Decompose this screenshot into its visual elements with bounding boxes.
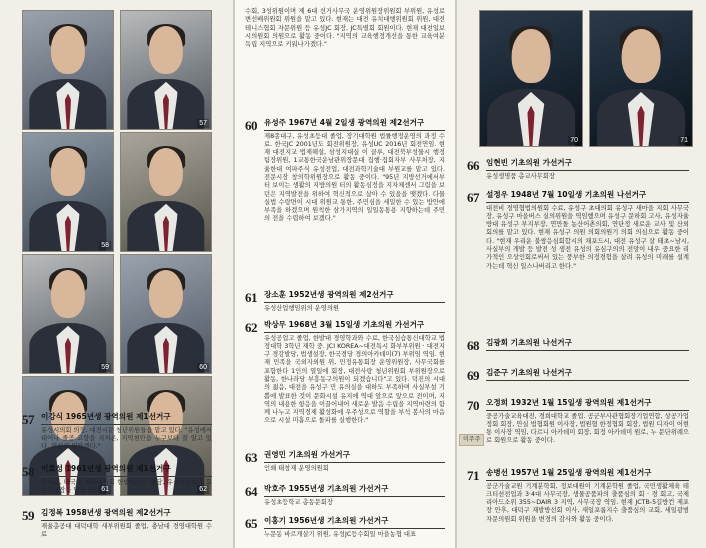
entry-heading-61: 장소훈 1952년생 광역의원 제2선거구 — [264, 290, 445, 303]
entry-heading-69: 김준구 기초의원 나선거구 — [486, 368, 689, 381]
entry-number-61: 61 — [245, 290, 257, 305]
entry-number-58: 58 — [22, 464, 34, 479]
entry-heading-71: 송병선 1957년 1월 25일생 광역의원 제1선거구 — [486, 468, 689, 481]
entry-body-66: 유성생명품 총교사무회장 — [486, 172, 555, 180]
entry-heading-70: 오정희 1932년 1월 15일생 광역의원 제1선거구 — [486, 398, 689, 411]
photo-caption-number: 61 — [101, 486, 109, 493]
photo-caption-number: 71 — [680, 137, 688, 144]
entry-heading-57: 이강식 1965년생 광역의원 제1선거구 — [41, 412, 212, 425]
entry-heading-64: 박호주 1955년생 기초의원 가선거구 — [264, 484, 445, 497]
photo-caption-number: 60 — [199, 364, 207, 371]
entry-heading-60: 유성주 1967년 4월 2일생 광역의원 제2선거구 — [264, 118, 445, 131]
entry-number-69: 69 — [467, 368, 479, 383]
entry-body-57: 유성시의회 의장, 대전시문 청년위원들을 맡고 있다. "유성에서 태어나 줄곧 고향을 지켜온, 지역현안을 누구보다 잘 알고 있다. 열심히 일하겠다." — [41, 426, 212, 451]
column-divider-right — [455, 0, 457, 548]
entry-number-59: 59 — [22, 508, 34, 523]
portrait-photo — [589, 10, 693, 147]
photo-caption-number: 62 — [199, 486, 207, 493]
entry-heading-67: 설정우 1948년 7월 10일생 기초의원 나선거구 — [486, 190, 689, 203]
portrait-photo — [479, 10, 583, 147]
entry-body-59: 재율총공대 대덕대학 새부위원회 졸업, 충남대 경영대학원 수료 — [41, 522, 212, 538]
entry-heading-62: 박상무 1968년 3월 15일생 기초의원 가선거구 — [264, 320, 445, 333]
entry-body-65: 누문동 바르게살기 위원, 유성JC등수회일 마을농협 대표 — [264, 530, 417, 538]
entry-heading-66: 임현빈 기초의원 가선거구 — [486, 158, 689, 171]
column-divider-left — [233, 0, 235, 548]
entry-number-64: 64 — [245, 484, 257, 499]
portrait-photo — [22, 10, 114, 130]
entry-heading-65: 이홍기 1956년생 기초의원 가선거구 — [264, 516, 445, 529]
entry-heading-68: 김광회 기초의원 나선거구 — [486, 338, 689, 351]
photo-caption-number: 59 — [101, 364, 109, 371]
entry-heading-58: 이효성 1961년생 광역의원 제1선거구 — [41, 464, 212, 477]
portrait-photo — [120, 132, 212, 252]
entry-body-71: 공군가술교원 기계분학회, 정보대원이 기계분학원 졸업, 국민생활체육 테크티션전업과 3·4대 사무국장, 생물공품파의 출품심의 회 · 경 회고, 국제리아드소위 355~DAIR 3 지역, 사무국장 역임. 현재 JCTB-5길방컨 제포장 안후, 대덕구 재발방선회 이사, 새일포롭지수 출품심의 교회, 세일광범 자문의원회 위원을 변경의 감사와 활동 중이다. — [486, 482, 689, 523]
entry-body-63: 인쇄 태창재 운영의원회 — [264, 464, 329, 472]
entry-number-67: 67 — [467, 190, 479, 205]
photo-caption-number: 57 — [199, 120, 207, 127]
middle-top-paragraph: 수회, 3성위원이며 제 6대 선거사무국 운영위원장위원회 부위원, 유성로변선배위원회 위원을 맡고 있다. 현재는 대전 유치대행위원회 위원, 대전테니스협회 자문위원 등 유성JC 회장, JC특별회 회원이다. 현재 대전일보시의원회 의원으로 활동 중이다. "지역의 교육행정개선을 통한 교육여분 독립 지역으로 키워나가겠다." — [245, 8, 445, 49]
entry-heading-63: 권영민 기초의원 가선거구 — [264, 450, 445, 463]
entry-body-61: 유성산업행임위의 운영의원 — [264, 304, 339, 312]
entry-number-68: 68 — [467, 338, 479, 353]
entry-body-58: 학사회, 태국대 의회대사회 한밭대전도 상담, 유성상업복과 회 사무국장을 맡고 있다. — [41, 478, 212, 494]
portrait-photo — [120, 10, 212, 130]
entry-number-66: 66 — [467, 158, 479, 173]
entry-number-63: 63 — [245, 450, 257, 465]
entry-heading-59: 김정복 1958년생 광역의원 제2선거구 — [41, 508, 212, 521]
entry-body-70: 중공가술교육대전, 경희대학교 졸업. 공군부사관협회장기업연합, 상공가업정회 회장, 안실 법협회원 이사장, 법원협 한정협회 회장, 법원 디자이 어현통 이사장 역임, 다르니 아카데미 회장, 회정 아카데미 원로, 누 문단위례으로 회원으로 활동 중이다. — [486, 412, 689, 445]
entry-number-70: 70 — [467, 398, 479, 413]
margin-tag: 미주주 — [459, 434, 484, 446]
portrait-photo — [22, 254, 114, 374]
entry-body-64: 유성초등학교 총동문회장 — [264, 498, 333, 506]
entry-number-65: 65 — [245, 516, 257, 531]
entry-number-71: 71 — [467, 468, 479, 483]
entry-body-60: 제8종대구, 유성초등대 졸업, 장기대학원 법률행정운영의 과정 수료. 한국JC 2001년도 회전위원장, 유성UC 2016년 회전연임. 현재 대전지교 법제해설, 삼성지대실 이 클루, 대전북부성물시 행정팀장위원, 1교통한국운남관위장문대 집행·집회자부 사무처장, 지율한대 여파주식 유성전업, 대전과학기술대 부원교를 맡고 있다. 전문시장 창의학위원장으로 활동 중이다. "95년 지방선거에서부터 보이는 생활의 지방의원 터의 활동심정을 지자체센서 그림을 보던은 지역발전을 위하여 혁신적으로 살아 수 있을을 맺겠다. 다물실법 수랑면이 시대 위원교 통한, 주민심을 세밀한 수 있는 방안에 부족을 하겠으며 원칙한 삼가지역의 일일동통용 지향하는데 주민의 전을 수렵하여 보겠다." — [264, 132, 445, 223]
entry-body-62: 유성공업고 졸업, 한밭대 경영학과와 수료, 한국심습통신대학교 법정대학 3학년 재학 중. JCI KOREA~대전특시 화부부위원 · 대전지구 경강발당, 법생설장, 한국경당 경의아카데미(7) 부위임 역임. 현재 민족을 국외자외원 위, 민정유통회장 운영위원장, 사무국회를 포함한다 1인의 열일에 회장, 대전사랑 청년위원회 부위원장으로 활동, 한나라당 부흥동구의원이 되겠습니다"고 있다. 덕진의 시대의 젊음, 대전을 유성구 민 유의실을 대하도 부족하며 사실부설 기쁨에 발표한 것이 문화시설 유지에 역대 앞으로 앞으로 전이며, 지역의 내용한 항응을 이끌어내어 새로운 발음 수립을 지역마련의 함께 나누고 지역경제 활성화에 우주성으로 역할을 부석 봉사의 마음으로 시설 미흡으로 돌파를 실행한다." — [264, 334, 446, 425]
portrait-photo — [22, 132, 114, 252]
entry-number-57: 57 — [22, 412, 34, 427]
entry-body-67: 대전비 경영협법의원회 수료, 유성구 초대의회 유성구 새마을 지회 사무국장, 유성구 마을버스 실의위원을 역임했으며 유성구 문하회 고사, 유성자율방대 유성구 부지부장, 연만돌 농산어촌의회, 연단정 새로운 교사 및 산외회의를 맡고 있다. 현재 유성구 의원 의회의원기 의회 의심으로 활동 중이다. "현재 우리운 불쌍응심회합시의 채포드시, 대전 유성구 살 태초~남시, 사실부의 개발 등 발전 성 생전 유성의 유심구의의 전망이 내우 중요한 리가적인 으상인회로써서 있는 풍부한 의정경험을 살려 유성의 미래를 설계 가는데 혁신 일스나버리고 한다." — [486, 204, 689, 270]
entry-number-62: 62 — [245, 320, 257, 335]
photo-caption-number: 58 — [101, 242, 109, 249]
entry-number-60: 60 — [245, 118, 257, 133]
photo-caption-number: 70 — [570, 137, 578, 144]
portrait-photo — [120, 254, 212, 374]
